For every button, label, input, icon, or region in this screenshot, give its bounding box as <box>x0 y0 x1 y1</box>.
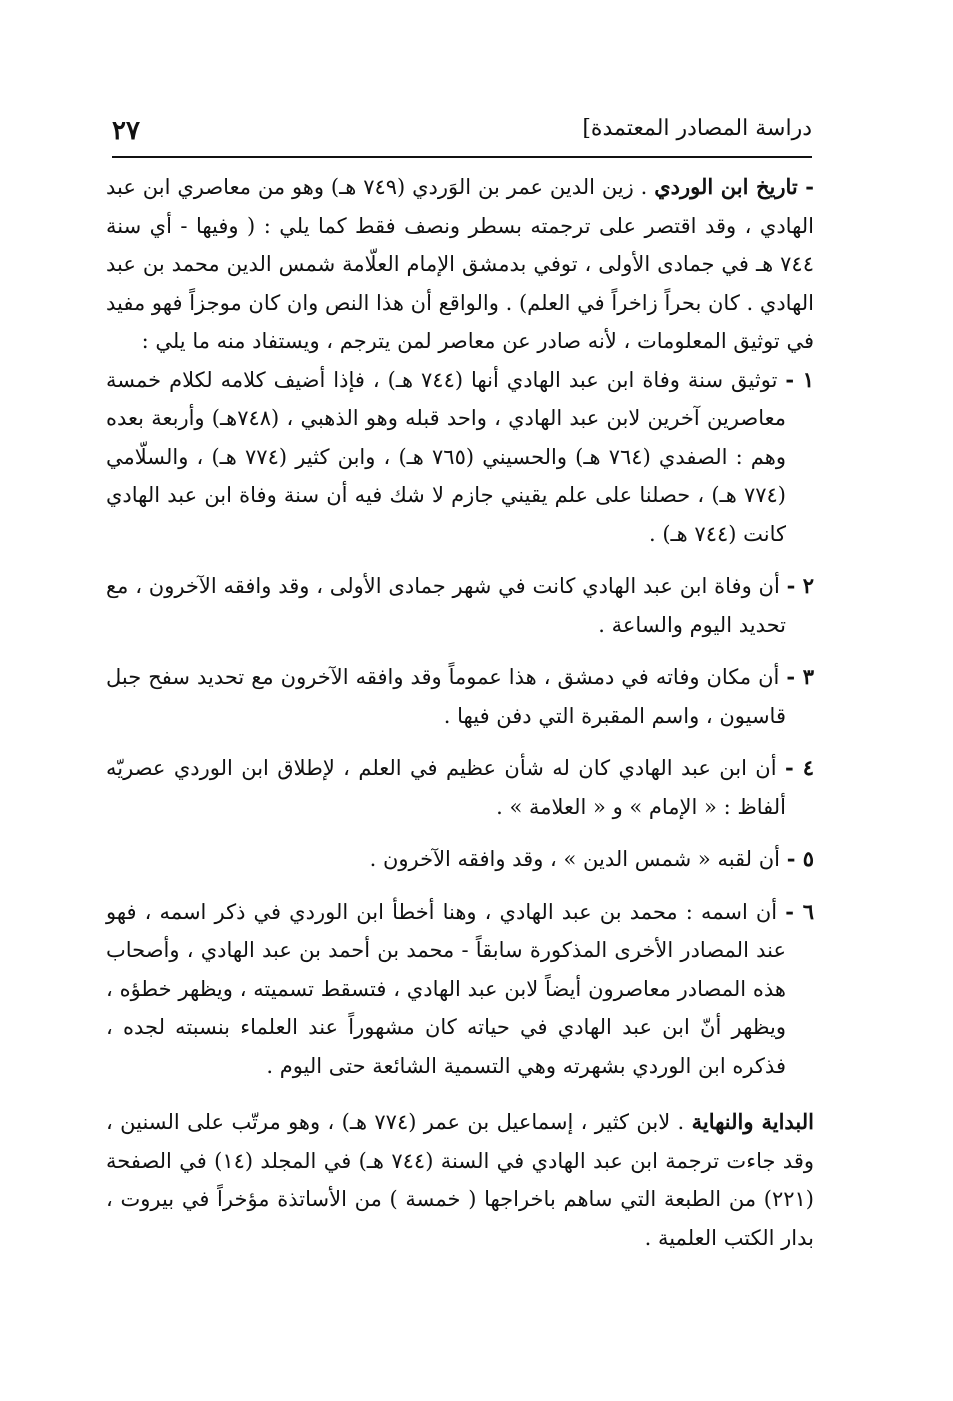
paragraph-lead: - تاريخ ابن الوردي <box>654 174 814 199</box>
paragraph-text: . لابن كثير ، إسماعيل بن عمر (٧٧٤ هـ) ، وهو مرتّب على السنين ، وقد جاءت ترجمة ابن عبد الهادي في السنة (٧٤٤ هـ) في المجلد (١٤) في الصفحة (٢٢١) من الطبعة التي ساهم باخراجها ( خمسة ) من الأساتذة مؤخراً في بيروت ، بدار الكتب العلمية . <box>106 1110 814 1250</box>
list-item <box>106 567 814 644</box>
item-number: ٦ - <box>785 898 814 924</box>
item-number: ٤ - <box>784 755 814 780</box>
item-number: ٥ - <box>786 846 814 871</box>
list-item <box>106 749 814 826</box>
item-number: ١ - <box>785 366 815 392</box>
page-header <box>112 112 812 152</box>
page-body <box>106 168 814 1257</box>
item-number: ٣ - <box>786 664 814 689</box>
item-text: أن ابن عبد الهادي كان له شأن عظيم في العلم ، لإطلاق ابن الوردي عصريّه ألفاظ : « الإمام » و « العلامة » . <box>106 756 786 819</box>
page-number: ٢٧ <box>112 116 140 146</box>
list-item <box>106 840 814 879</box>
item-text: أن لقبه « شمس الدين » ، وقد وافقه الآخرون . <box>369 847 787 871</box>
item-text: أن مكان وفاته في دمشق ، هذا عموماً وقد وافقه الآخرون مع تحديد سفح جبل قاسيون ، واسم المقبرة التي دفن فيها . <box>106 665 787 728</box>
running-title: دراسة المصادر المعتمدة] <box>582 116 812 141</box>
item-text: توثيق سنة وفاة ابن عبد الهادي أنها (٧٤٤ هـ) ، فإذا أضيف كلامه لكلام خمسة معاصرين آخرين لابن عبد الهادي ، واحد قبله وهو الذهبي ، (٧٤٨هـ) وأربعة بعده وهم : الصفدي (٧٦٤ هـ) والحسيني (٧٦٥ هـ) ، وابن كثير (٧٧٤ هـ) ، والسلّامي (٧٧٤ هـ) ، حصلنا على علم يقيني جازم لا شك فيه أن سنة وفاة ابن عبد الهادي كانت (٧٤٤ هـ) . <box>106 367 786 546</box>
paragraph-lead: البداية والنهاية <box>691 1109 815 1134</box>
item-number: ٢ - <box>786 573 815 598</box>
paragraph-text: . زين الدين عمر بن الوَردي (٧٤٩ هـ) وهو من معاصري ابن عبد الهادي ، وقد اقتصر على ترجمته بسطر ونصف فقط كما يلي : ( وفيها - أي سنة ٧٤٤ هـ في جمادى الأولى ، توفي بدمشق الإمام العلّامة شمس الدين محمد بن عبد الهادي . كان بحراً زاخراً في العلم) . والواقع أن هذا النص وان كان موجزاً فهو مفيد في توثيق المعلومات ، لأنه صادر عن معاصر لمن يترجم ، ويستفاد منه ما يلي : <box>106 175 814 353</box>
list-item <box>106 893 814 1086</box>
list-item <box>106 658 814 735</box>
item-text: أن وفاة ابن عبد الهادي كانت في شهر جمادى الأولى ، وقد وافقه الآخرون ، مع تحديد اليوم والساعة . <box>106 574 787 637</box>
item-text: أن اسمه : محمد بن عبد الهادي ، وهنا أخطأ ابن الوردي في ذكر اسمه ، فهو عند المصادر الأخرى المذكورة سابقاً - محمد بن أحمد بن عبد الهادي ، وأصحاب هذه المصادر معاصرون أيضاً لابن عبد الهادي ، فتسقط تسميته ، ويظهر خطؤه ، ويظهر أنّ ابن عبد الهادي في حياته كان مشهوراً عند العلماء بنسبته لجده ، فذكره ابن الوردي بشهرته وهي التسمية الشائعة حتى اليوم . <box>106 899 786 1078</box>
header-rule <box>112 156 812 158</box>
paragraph-bidaya-nihaya <box>106 1103 814 1257</box>
list-item <box>106 361 814 554</box>
paragraph-ibn-al-wardi <box>106 168 814 361</box>
